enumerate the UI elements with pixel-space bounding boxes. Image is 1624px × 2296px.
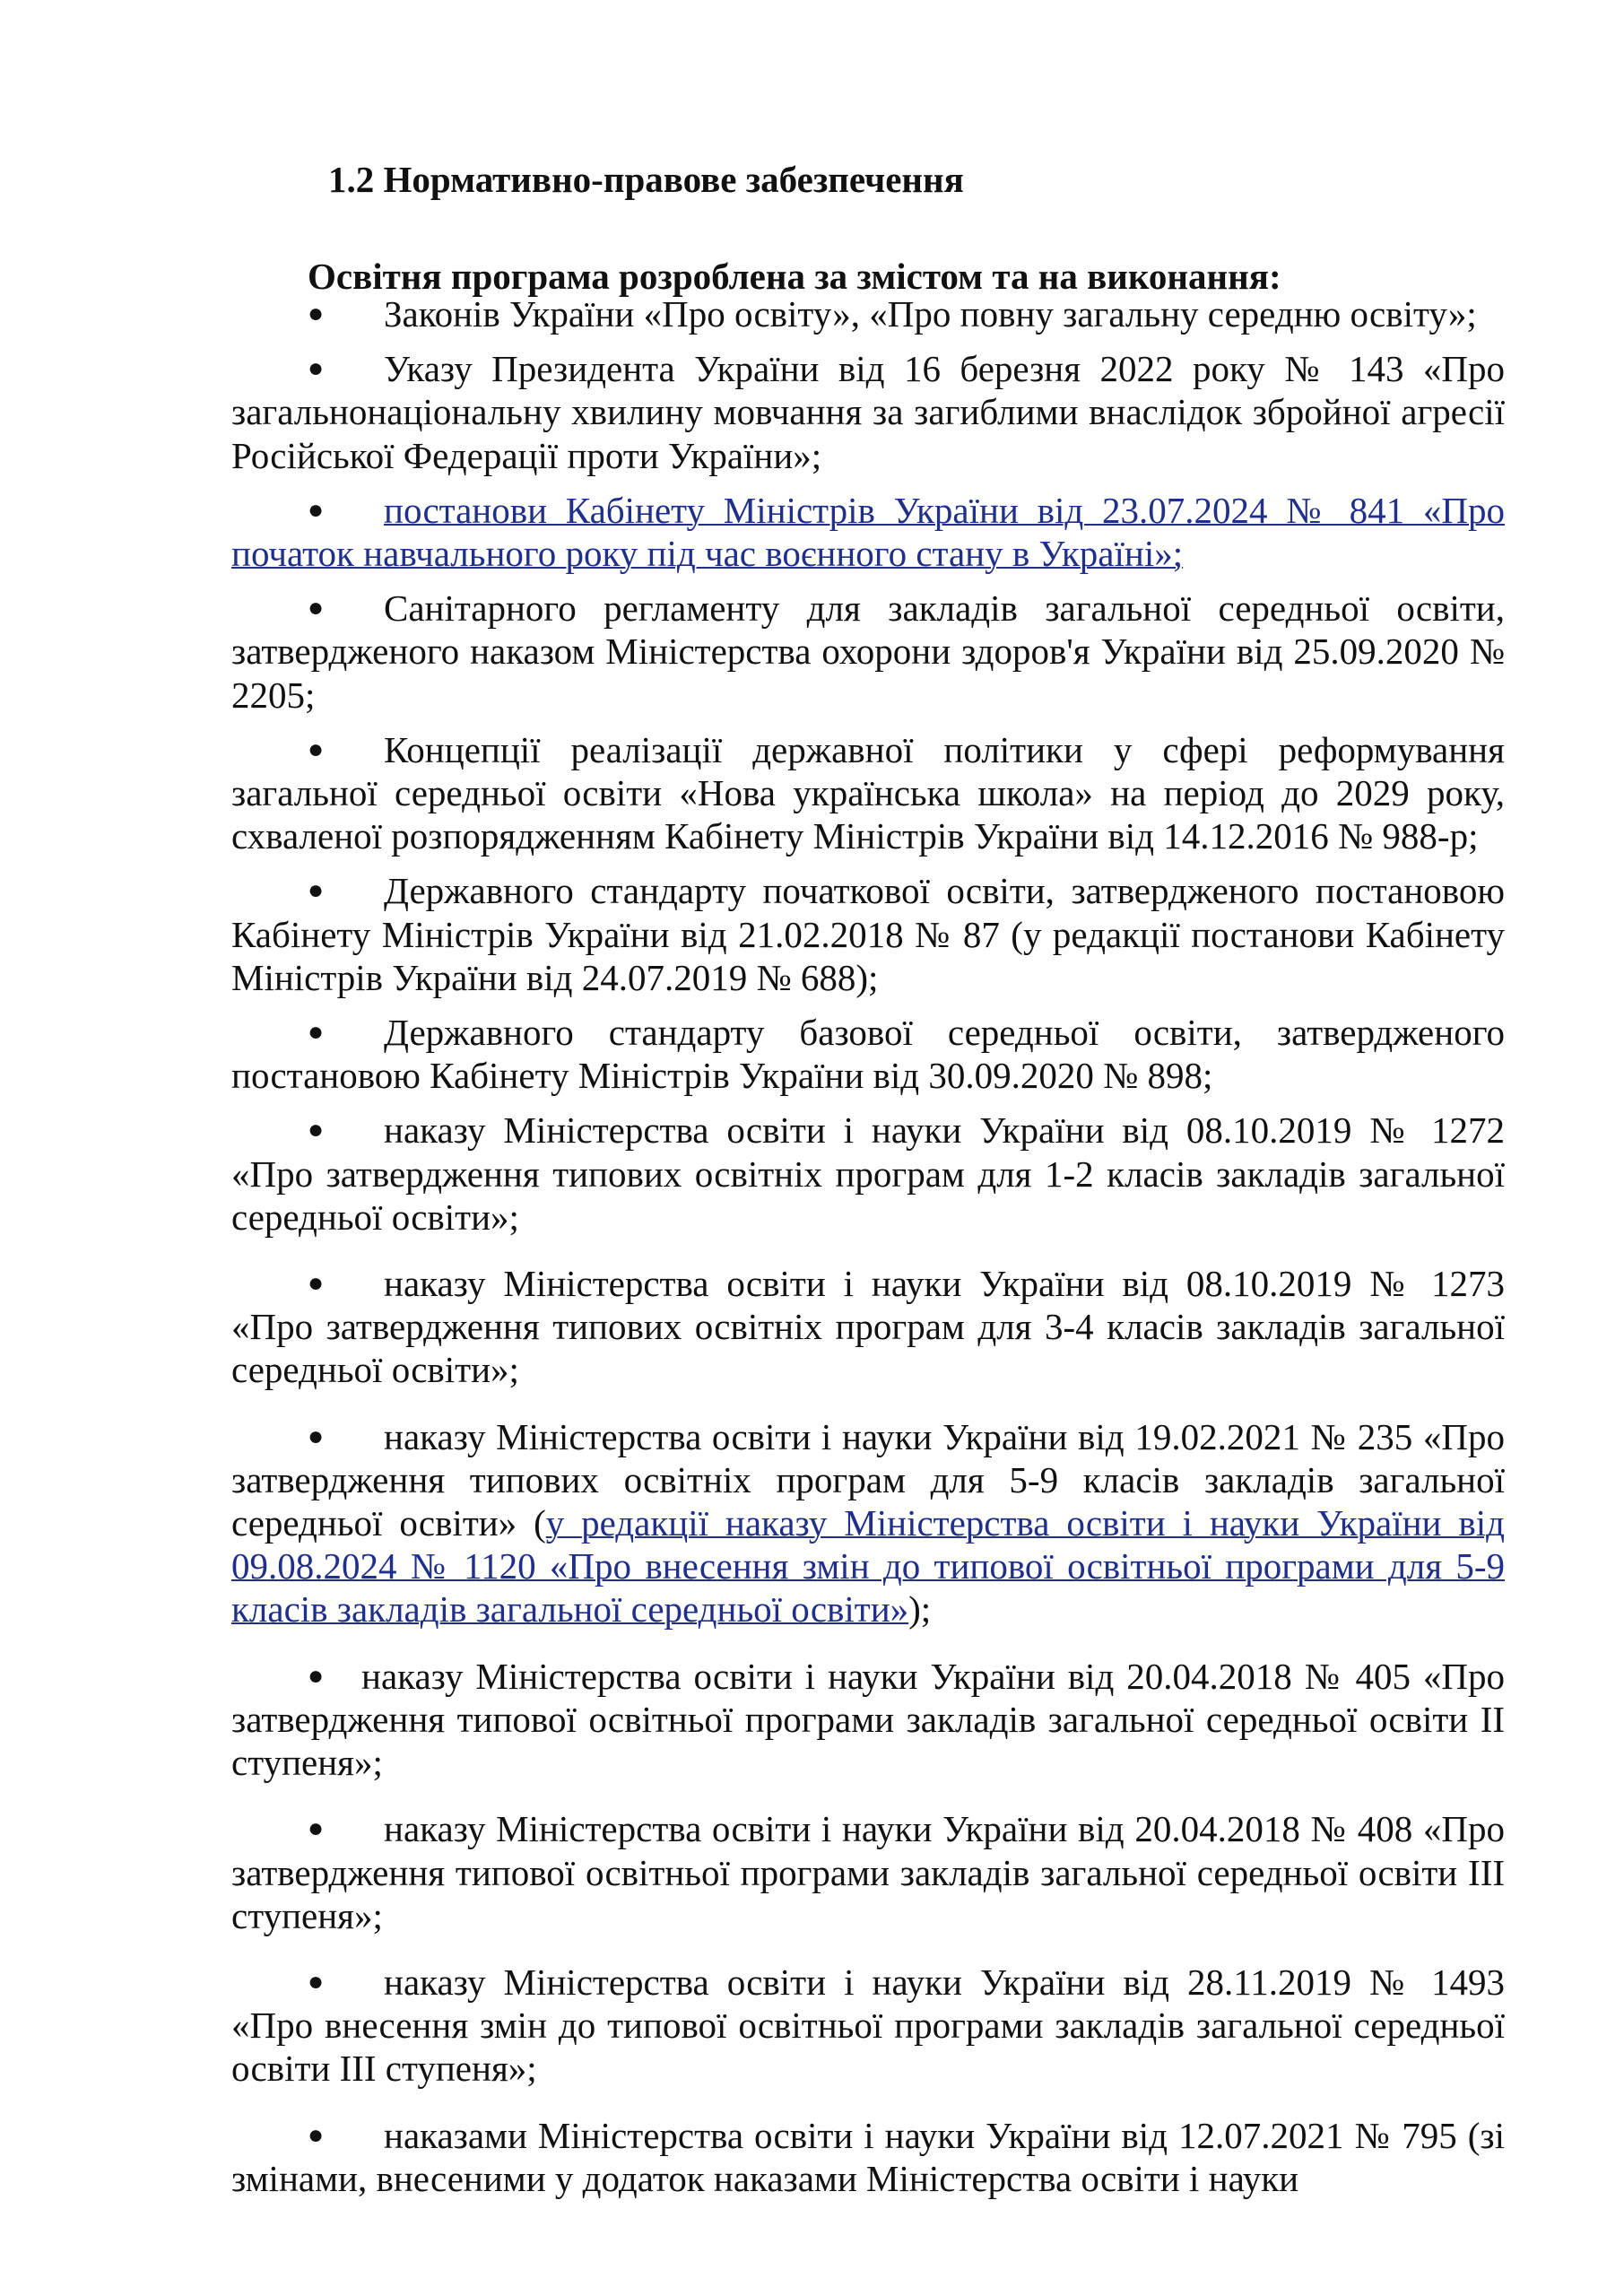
list-item-text: наказу Міністерства освіти і науки України від 20.04.2018 № 408 «Про затвердження типової освітньої програми закладів загальної середньої освіти ІІІ ступеня»; xyxy=(231,1808,1505,1936)
legal-basis-list xyxy=(231,292,1505,2200)
section-heading: 1.2 Нормативно-правове забезпечення xyxy=(328,159,964,200)
list-item xyxy=(231,1011,1505,1097)
document-link[interactable]: постанови Кабінету Міністрів України від 23.07.2024 № 841 «Про початок навчального року під час воєнного стану в Україні»; xyxy=(231,489,1505,575)
bullet-icon: ● xyxy=(308,593,325,623)
list-item-text-tail: ); xyxy=(908,1588,932,1631)
bullet-icon: ● xyxy=(308,1421,325,1451)
bullet-icon: ● xyxy=(308,494,325,525)
list-item xyxy=(231,1109,1505,1239)
document-link[interactable]: у редакції наказу Міністерства освіти і науки України від 09.08.2024 № 1120 «Про внесення змін до типової освітньої програми для 5-9 класів закладів загальної середньої освіти» xyxy=(231,1502,1506,1631)
list-item-text: наказами Міністерства освіти і науки України від 12.07.2021 № 795 (зі змінами, внесеними у додаток наказами Міністерства освіти і науки xyxy=(231,2114,1505,2199)
bullet-icon: ● xyxy=(308,2119,325,2150)
list-item-text: Державного стандарту базової середньої освіти, затвердженого постановою Кабінету Міністрів України від 30.09.2020 № 898; xyxy=(231,1012,1505,1097)
bullet-icon: ● xyxy=(308,353,325,384)
bullet-icon: ● xyxy=(308,1813,325,1844)
list-item xyxy=(231,1655,1505,1785)
bullet-icon: ● xyxy=(308,299,325,328)
list-item-text: наказу Міністерства освіти і науки України від 20.04.2018 № 405 «Про затвердження типової освітньої програми закладів загальної середньої освіти ІІ ступеня»; xyxy=(231,1655,1505,1784)
list-item xyxy=(231,489,1505,575)
intro-paragraph: Освітня програма розроблена за змістом та на виконання: xyxy=(308,256,1281,297)
list-item xyxy=(231,2114,1505,2200)
list-item xyxy=(231,1807,1505,1937)
bullet-icon: ● xyxy=(308,875,325,906)
list-item xyxy=(231,869,1505,999)
list-item xyxy=(231,347,1505,477)
bullet-icon: ● xyxy=(308,1966,325,1996)
list-item xyxy=(231,587,1505,717)
list-item xyxy=(231,728,1505,858)
bullet-icon: ● xyxy=(308,1660,325,1691)
list-item-text: Санітарного регламенту для закладів загальної середньої освіти, затвердженого наказом Міністерства охорони здоров'я України від 25.09.2020 № 2205; xyxy=(231,587,1505,716)
list-item-text: Указу Президента України від 16 березня 2022 року № 143 «Про загальнонаціональну хвилину мовчання за загиблими внаслідок збройної агресії Російської Федерації проти України»; xyxy=(231,348,1505,476)
list-item xyxy=(231,1961,1505,2091)
list-item-text: наказу Міністерства освіти і науки України від 08.10.2019 № 1273 «Про затвердження типових освітніх програм для 3-4 класів закладів загальної середньої освіти»; xyxy=(231,1263,1505,1391)
list-item-text: Концепції реалізації державної політики у сфері реформування загальної середньої освіти «Нова українська школа» на період до 2029 року, схваленої розпорядженням Кабінету Міністрів України від 14.12.2016 № 988-р; xyxy=(231,728,1505,857)
bullet-icon: ● xyxy=(308,1115,325,1145)
list-item-text: Державного стандарту початкової освіти, затвердженого постановою Кабінету Міністрів України від 21.02.2018 № 87 (у редакції постанови Кабінету Міністрів України від 24.07.2019 № 688); xyxy=(231,870,1505,998)
bullet-icon: ● xyxy=(308,1268,325,1299)
list-item-text: Законів України «Про освіту», «Про повну загальну середню освіту»; xyxy=(384,293,1477,335)
list-item xyxy=(231,1262,1505,1392)
list-item-text: наказу Міністерства освіти і науки України від 19.02.2021 № 235 «Про затвердження типових освітніх програм для 5-9 класів закладів загальної середньої освіти» ( xyxy=(231,1415,1505,1544)
list-item-text: наказу Міністерства освіти і науки України від 28.11.2019 № 1493 «Про внесення змін до типової освітньої програми закладів загальної середньої освіти ІІІ ступеня»; xyxy=(231,1961,1505,2090)
bullet-icon: ● xyxy=(308,734,325,764)
list-item-text: наказу Міністерства освіти і науки України від 08.10.2019 № 1272 «Про затвердження типових освітніх програм для 1-2 класів закладів загальної середньої освіти»; xyxy=(231,1109,1505,1238)
bullet-icon: ● xyxy=(308,1017,325,1048)
list-item xyxy=(231,1415,1505,1631)
list-item xyxy=(231,292,1505,335)
